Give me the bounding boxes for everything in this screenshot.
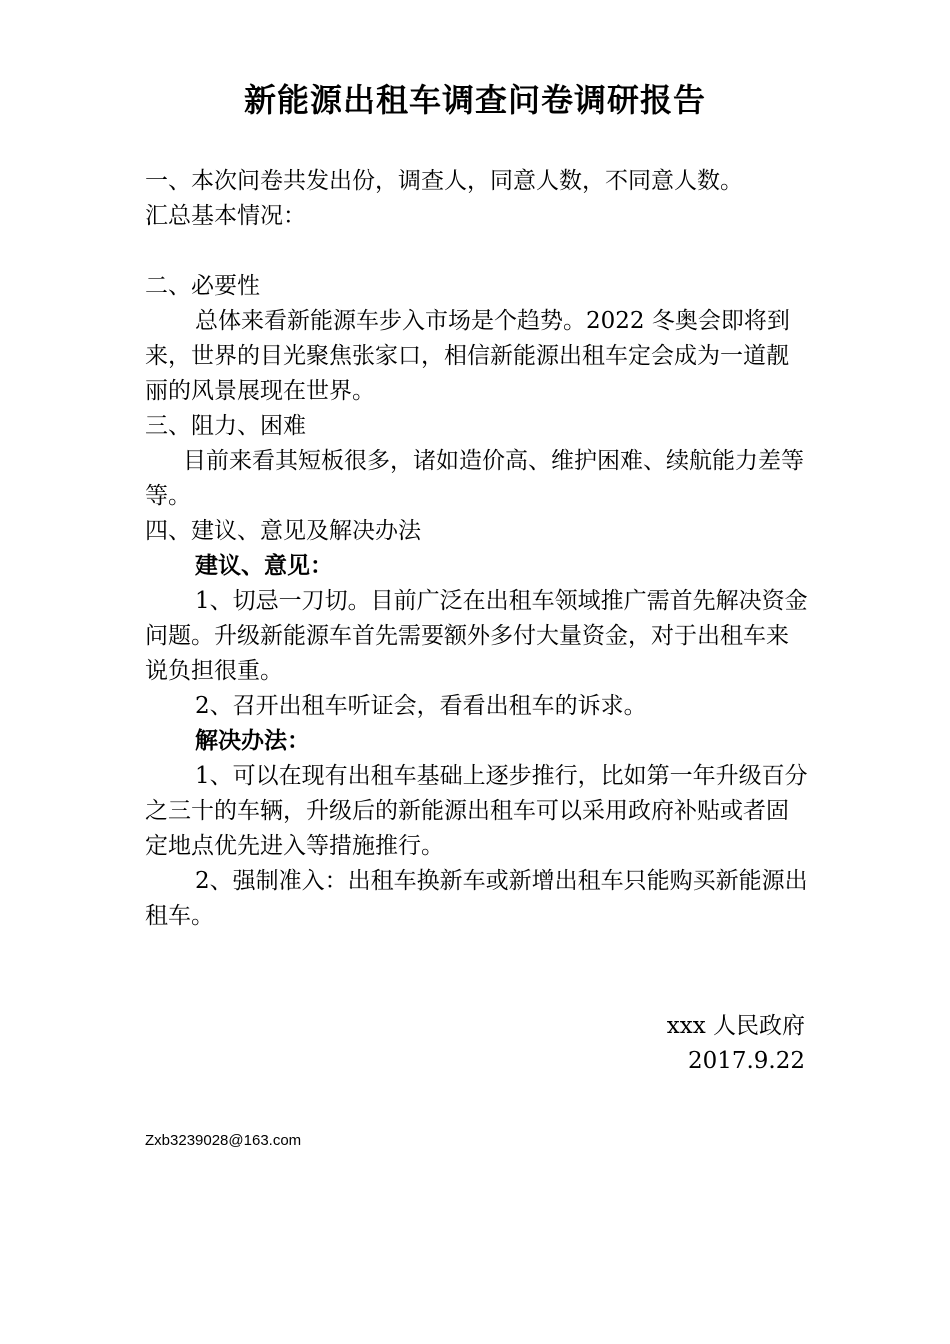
page-title: 新能源出租车调查问卷调研报告 — [243, 81, 706, 119]
section4-heading: 四、建议、意见及解决办法 — [145, 518, 421, 544]
signature-block — [667, 1009, 805, 1079]
email-footer: Zxb3239028@163.com — [145, 1132, 302, 1149]
section1-line2: 汇总基本情况： — [145, 203, 306, 229]
blank-line — [145, 234, 810, 269]
section2-paragraph: 总体来看新能源车步入市场是个趋势。2022 冬奥会即将到来，世界的目光聚焦张家口，相信新能源出租车定会成为一道靓丽的风景展现在世界。 — [145, 308, 790, 404]
section2-heading: 二、必要性 — [145, 273, 260, 299]
signature-org: xxx 人民政府 — [666, 1013, 805, 1039]
section3-heading: 三、阻力、困难 — [145, 413, 306, 439]
solutions-heading: 解决办法： — [195, 728, 310, 754]
suggestion-2: 2、召开出租车听证会，看看出租车的诉求。 — [195, 693, 647, 719]
section1-line1: 一、本次问卷共发出份，调查人，同意人数，不同意人数。 — [145, 168, 743, 194]
suggestion-1: 1、切忌一刀切。目前广泛在出租车领域推广需首先解决资金问题。升级新能源车首先需要额外多付大量资金，对于出租车来说负担很重。 — [145, 588, 808, 684]
signature-date: 2017.9.22 — [687, 1048, 805, 1074]
section3-paragraph: 目前来看其短板很多，诸如造价高、维护困难、续航能力差等等。 — [145, 448, 804, 509]
solution-1: 1、可以在现有出租车基础上逐步推行，比如第一年升级百分之三十的车辆，升级后的新能源出租车可以采用政府补贴或者固定地点优先进入等措施推行。 — [145, 763, 808, 859]
solution-2: 2、强制准入：出租车换新车或新增出租车只能购买新能源出租车。 — [145, 868, 808, 929]
suggestions-heading: 建议、意见： — [195, 553, 333, 579]
document-body — [145, 164, 810, 934]
